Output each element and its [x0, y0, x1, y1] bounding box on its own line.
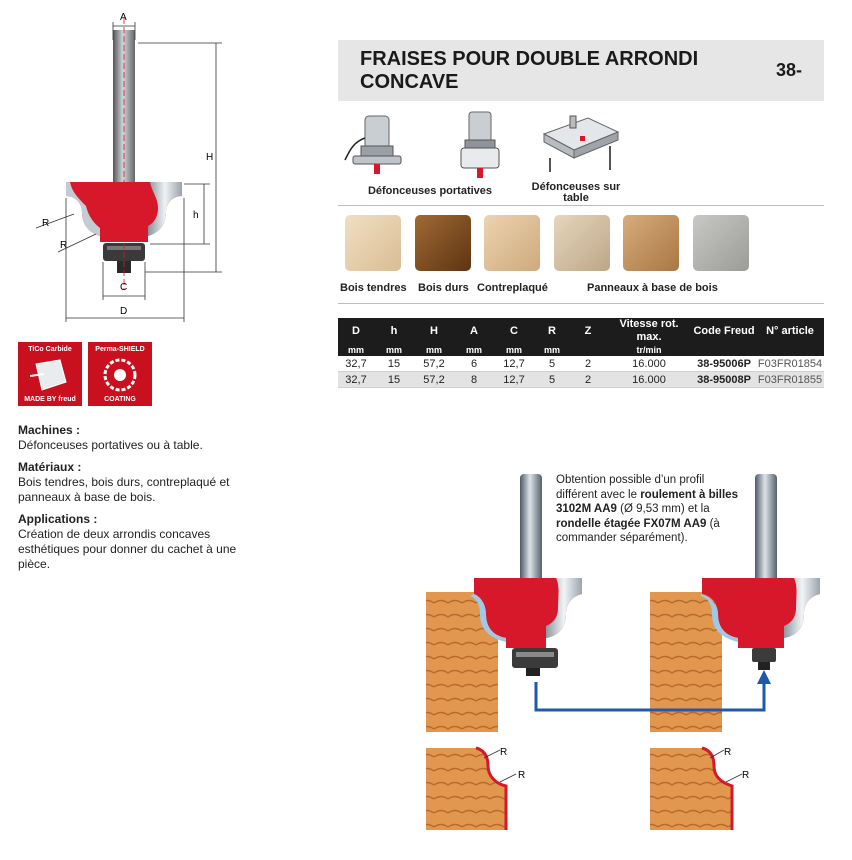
unit-header: tr/min	[606, 344, 692, 356]
cell-code: 38-95006P	[692, 356, 756, 372]
material-label-panels: Panneaux à base de bois	[587, 282, 718, 294]
col-header: A	[454, 318, 494, 344]
router-bit-technical-drawing	[0, 0, 230, 330]
unit-header: mm	[338, 344, 374, 356]
swatch-panel-2	[623, 215, 679, 271]
profile-label-r: R	[500, 747, 508, 758]
cell-article: F03FR01854	[757, 357, 823, 370]
table-units-row	[338, 344, 824, 356]
col-header: Vitesse rot. max.	[606, 318, 692, 344]
cell: 16.000	[606, 372, 692, 388]
badge-text: TiCo Carbide	[28, 346, 72, 353]
col-header: C	[494, 318, 534, 344]
saw-blade-icon	[100, 356, 140, 394]
col-header: R	[534, 318, 570, 344]
cell: 12,7	[494, 356, 534, 372]
perma-shield-badge	[88, 342, 152, 406]
profile-label-r: R	[742, 770, 750, 781]
col-header: Z	[570, 318, 606, 344]
info-text: Défonceuses portatives ou à table.	[18, 438, 203, 452]
table-row	[338, 356, 824, 372]
swatch-panel-1	[554, 215, 610, 271]
dim-label-d: D	[120, 306, 128, 317]
cell: 32,7	[338, 356, 374, 372]
info-heading: Matériaux :	[18, 460, 82, 474]
badge-text: MADE BY freud	[24, 396, 76, 403]
badge-text: COATING	[104, 396, 136, 403]
unit-header: mm	[374, 344, 414, 356]
col-header: N° article	[756, 318, 824, 344]
cell: 8	[454, 372, 494, 388]
cell: 57,2	[414, 356, 454, 372]
unit-header	[692, 344, 756, 356]
usage-illustration	[420, 470, 840, 860]
bit-with-small-bearing	[650, 474, 820, 732]
ticco-carbide-badge	[18, 342, 82, 406]
swatch-softwood	[345, 215, 401, 271]
swatch-hardwood	[415, 215, 471, 271]
info-heading: Machines :	[18, 423, 81, 437]
profile-label-r: R	[724, 747, 732, 758]
info-applications	[18, 512, 248, 572]
dim-label-big-h: H	[206, 152, 214, 163]
cell: 12,7	[494, 372, 534, 388]
divider	[338, 303, 824, 304]
unit-header: mm	[414, 344, 454, 356]
col-header: h	[374, 318, 414, 344]
unit-header: mm	[454, 344, 494, 356]
router-table-icon	[540, 110, 620, 176]
cell-article: F03FR01855	[757, 373, 823, 386]
note-text: (Ø 9,53 mm) et la	[616, 503, 710, 515]
page-number: 38-	[775, 60, 802, 80]
note-text: Obtention possible d’un profil différent avec le	[556, 474, 705, 501]
page-title: FRAISES POUR DOUBLE ARRONDI CONCAVE	[360, 48, 699, 93]
profile-result-right	[650, 748, 742, 830]
info-text: Bois tendres, bois durs, contreplaqué et panneaux à base de bois.	[18, 475, 230, 504]
spec-table	[338, 318, 824, 388]
unit-header	[756, 344, 824, 356]
unit-header: mm	[494, 344, 534, 356]
bit-with-large-bearing	[426, 474, 582, 732]
dim-label-r-lower: R	[60, 240, 68, 251]
unit-header	[570, 344, 606, 356]
info-materials	[18, 460, 248, 505]
portable-router-icon	[343, 108, 413, 180]
material-label-plywood: Contreplaqué	[477, 282, 548, 294]
cell: 2	[570, 372, 606, 388]
machine-label-table: Défonceuses sur table	[531, 181, 621, 204]
cell: 5	[534, 372, 570, 388]
cell: 5	[534, 356, 570, 372]
cell: 16.000	[606, 356, 692, 372]
col-header: H	[414, 318, 454, 344]
dim-label-c: C	[120, 282, 128, 293]
material-label-softwood: Bois tendres	[340, 282, 407, 294]
cell-code: 38-95008P	[692, 372, 756, 388]
material-label-hardwood: Bois durs	[418, 282, 469, 294]
note-bold: roulement à billes 3102M AA9	[556, 488, 738, 515]
info-text: Création de deux arrondis concaves esthétiques pour donner du cachet à une pièce.	[18, 527, 237, 571]
note-bold: rondelle étagée FX07M AA9	[556, 517, 707, 530]
profile-label-r: R	[518, 770, 526, 781]
portable-router-icon-2	[455, 108, 505, 180]
note-text: (à commander séparément).	[556, 517, 720, 544]
cell: 32,7	[338, 372, 374, 388]
machine-label-portable: Défonceuses portatives	[367, 185, 493, 197]
col-header: Code Freud	[692, 318, 756, 344]
cell: 2	[570, 356, 606, 372]
unit-header: mm	[534, 344, 570, 356]
dim-label-r-upper: R	[42, 218, 50, 229]
col-header: D	[338, 318, 374, 344]
cell: 57,2	[414, 372, 454, 388]
badge-text: Perma-SHIELD	[95, 346, 145, 353]
dim-label-small-h: h	[193, 210, 199, 221]
divider	[338, 205, 824, 206]
table-row	[338, 372, 824, 388]
arrow-head-icon	[757, 670, 771, 684]
dim-label-a: A	[120, 12, 127, 23]
info-heading: Applications :	[18, 512, 98, 526]
cell: 15	[374, 356, 414, 372]
shank	[113, 30, 135, 182]
profile-result-left	[426, 748, 516, 830]
carbide-tip-icon	[30, 358, 70, 392]
cell: 15	[374, 372, 414, 388]
info-machines	[18, 423, 248, 453]
cell: 6	[454, 356, 494, 372]
page-header	[338, 40, 824, 101]
table-header-row	[338, 318, 824, 344]
swatch-plywood	[484, 215, 540, 271]
swatch-panel-3	[693, 215, 749, 271]
